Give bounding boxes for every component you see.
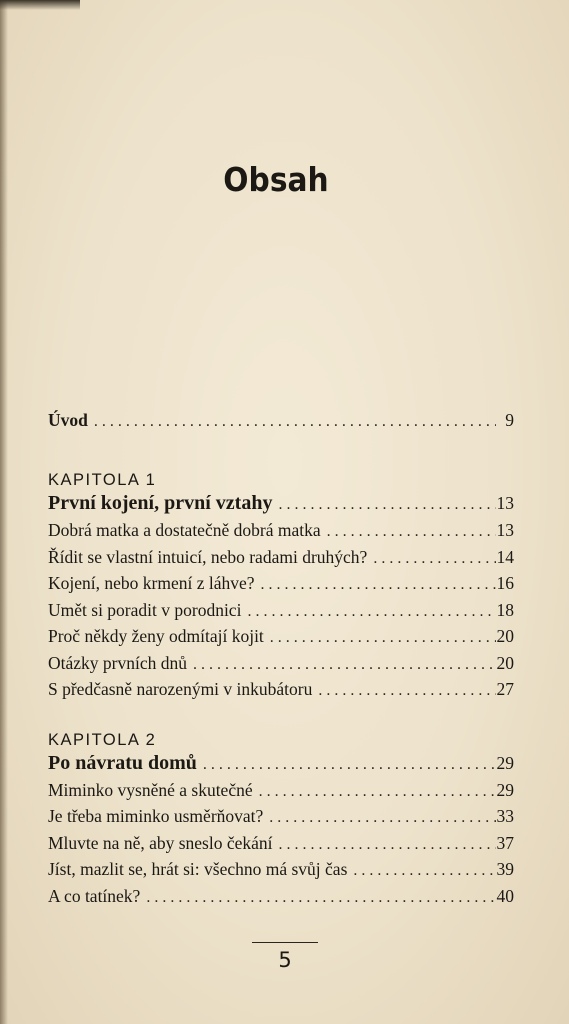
toc-entry <box>48 833 514 860</box>
dot-leader <box>263 809 496 827</box>
toc-entry-label: Mluvte na ně, aby sneslo čekání <box>48 832 273 853</box>
page-edge-shadow <box>0 0 8 1024</box>
toc-entry-page: 40 <box>496 885 514 906</box>
toc-entry <box>48 780 514 807</box>
dot-leader <box>312 682 496 700</box>
toc-entry-page: 27 <box>496 679 514 699</box>
toc-entry-page: 13 <box>496 493 514 513</box>
toc-entry <box>48 806 514 833</box>
toc-entry <box>48 859 514 886</box>
toc-entry <box>48 600 514 627</box>
toc-entry-page: 29 <box>496 752 514 773</box>
chapter-label: KAPITOLA 1 <box>48 471 157 489</box>
dot-leader <box>197 756 496 774</box>
chapter-title-row <box>48 752 514 780</box>
chapter-title: První kojení, první vztahy <box>48 492 273 514</box>
chapter-title-row <box>48 492 514 520</box>
toc-entry-label: Úvod <box>48 410 88 430</box>
toc-entry <box>48 573 514 600</box>
dot-leader <box>272 496 496 514</box>
toc-entry-label: S předčasně narozenými v inkubátoru <box>48 679 313 699</box>
toc-entry-page: 29 <box>496 779 514 800</box>
dot-leader <box>273 836 496 854</box>
toc-entry <box>48 653 514 680</box>
page-title: Obsah <box>223 160 329 199</box>
toc-entry-label: A co tatínek? <box>48 885 141 906</box>
dot-leader <box>140 889 496 907</box>
dot-leader <box>253 783 496 801</box>
toc-entry-label: Řídit se vlastní intuicí, nebo radami druhých? <box>48 546 368 567</box>
toc-entry <box>48 626 514 653</box>
dot-leader <box>321 523 496 541</box>
dot-leader <box>187 656 496 674</box>
toc-entry-page: 20 <box>496 626 514 646</box>
toc-entry <box>48 547 514 574</box>
dot-leader <box>88 413 496 431</box>
dot-leader <box>347 862 496 880</box>
toc-entry-page: 13 <box>496 520 514 540</box>
toc-entry-page: 37 <box>496 832 514 853</box>
dot-leader <box>264 629 496 647</box>
toc-entry-label: Je třeba miminko usměrňovat? <box>48 806 264 826</box>
chapter-title: Po návratu domů <box>48 751 197 774</box>
toc-entry <box>48 679 514 706</box>
toc-entry-page: 9 <box>505 410 514 430</box>
toc-entry-label: Otázky prvních dnů <box>48 652 187 673</box>
page-number: 5 <box>278 948 292 972</box>
toc-entry <box>48 886 514 913</box>
toc-entry-intro <box>48 410 514 442</box>
toc-entry-page: 14 <box>496 546 514 567</box>
toc-entry <box>48 520 514 547</box>
toc-entry-page: 16 <box>496 573 514 593</box>
page-corner-shadow <box>0 0 80 10</box>
chapter-label: KAPITOLA 2 <box>48 730 157 749</box>
toc-entry-label: Kojení, nebo krmení z láhve? <box>48 573 255 593</box>
toc-entry-label: Miminko vysněné a skutečné <box>48 779 253 800</box>
dot-leader <box>255 576 496 594</box>
toc-entry-label: Jíst, mazlit se, hrát si: všechno má svůj čas <box>48 859 348 879</box>
toc-entry-page: 18 <box>496 599 514 620</box>
toc-entry-label: Umět si poradit v porodnici <box>48 599 242 620</box>
table-of-contents <box>48 410 514 912</box>
toc-entry-label: Proč někdy ženy odmítají kojit <box>48 626 264 646</box>
toc-entry-page: 39 <box>496 859 514 879</box>
toc-entry-page: 20 <box>496 652 514 673</box>
dot-leader <box>367 550 496 568</box>
dot-leader <box>241 603 496 621</box>
page-number-rule <box>252 942 318 943</box>
toc-entry-page: 33 <box>496 806 514 826</box>
toc-entry-label: Dobrá matka a dostatečně dobrá matka <box>48 520 321 540</box>
